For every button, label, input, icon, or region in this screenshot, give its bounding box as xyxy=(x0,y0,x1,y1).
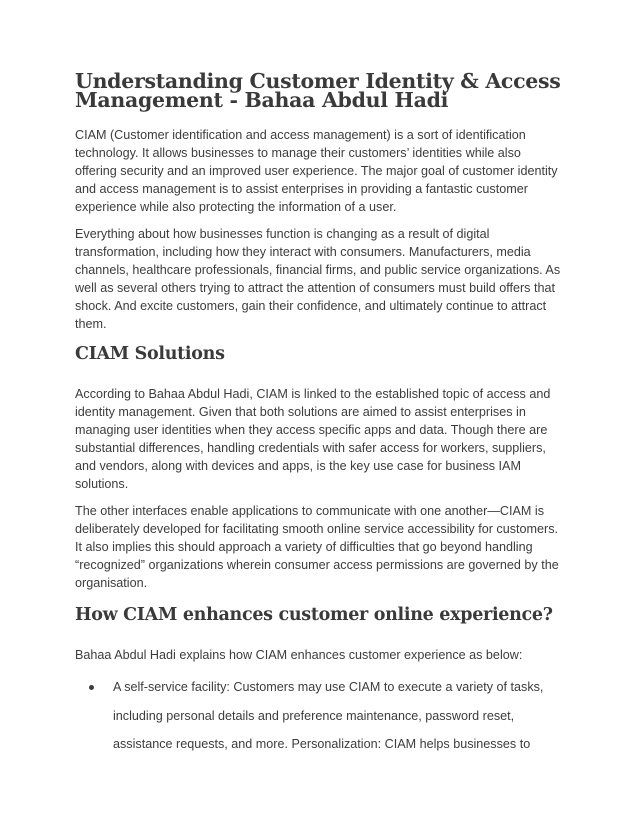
list-item-text: A self-service facility: Customers may use CIAM to execute a variety of tasks, including personal details and preference maintenance, password reset, assistance requests, and more. Personalization: CIAM helps businesses to xyxy=(113,680,544,751)
document-title: Understanding Customer Identity & Access Management - Bahaa Abdul Hadi xyxy=(75,69,561,112)
ciam-paragraph-1: According to Bahaa Abdul Hadi, CIAM is linked to the established topic of access and identity management. Given that both solutions are aimed to assist enterprises in managing user identities when they access specific apps and data. Though there are substantial differences, handling credentials with safer access for workers, suppliers, and vendors, along with devices and apps, is the key use case for business IAM solutions. xyxy=(75,387,551,491)
how-intro-paragraph: Bahaa Abdul Hadi explains how CIAM enhances customer experience as below: xyxy=(75,648,523,662)
feature-list xyxy=(75,673,565,759)
section-heading-ciam-solutions: CIAM Solutions xyxy=(75,344,225,364)
section-heading-how-ciam: How CIAM enhances customer online experience? xyxy=(75,605,553,625)
intro-paragraph-2: Everything about how businesses function is changing as a result of digital transformation, including how they interact with consumers. Manufacturers, media channels, healthcare professionals, financial firms, and public service organizations. As well as several others trying to attract the attention of consumers must build offers that shock. And excite customers, gain their confidence, and ultimately continue to attract them. xyxy=(75,227,561,331)
document-body xyxy=(75,69,565,759)
list-item xyxy=(75,673,565,759)
ciam-paragraph-2: The other interfaces enable applications to communicate with one another—CIAM is deliberately developed for facilitating smooth online service accessibility for customers. It also implies this should approach a variety of difficulties that go beyond handling “recognized” organizations wherein consumer access permissions are governed by the organisation. xyxy=(75,504,559,590)
intro-paragraph-1: CIAM (Customer identification and access management) is a sort of identification technology. It allows businesses to manage their customers’ identities while also offering security and an improved user experience. The major goal of customer identity and access management is to assist enterprises in providing a fantastic customer experience while also protecting the information of a user. xyxy=(75,128,558,214)
bullet-icon xyxy=(89,685,94,690)
